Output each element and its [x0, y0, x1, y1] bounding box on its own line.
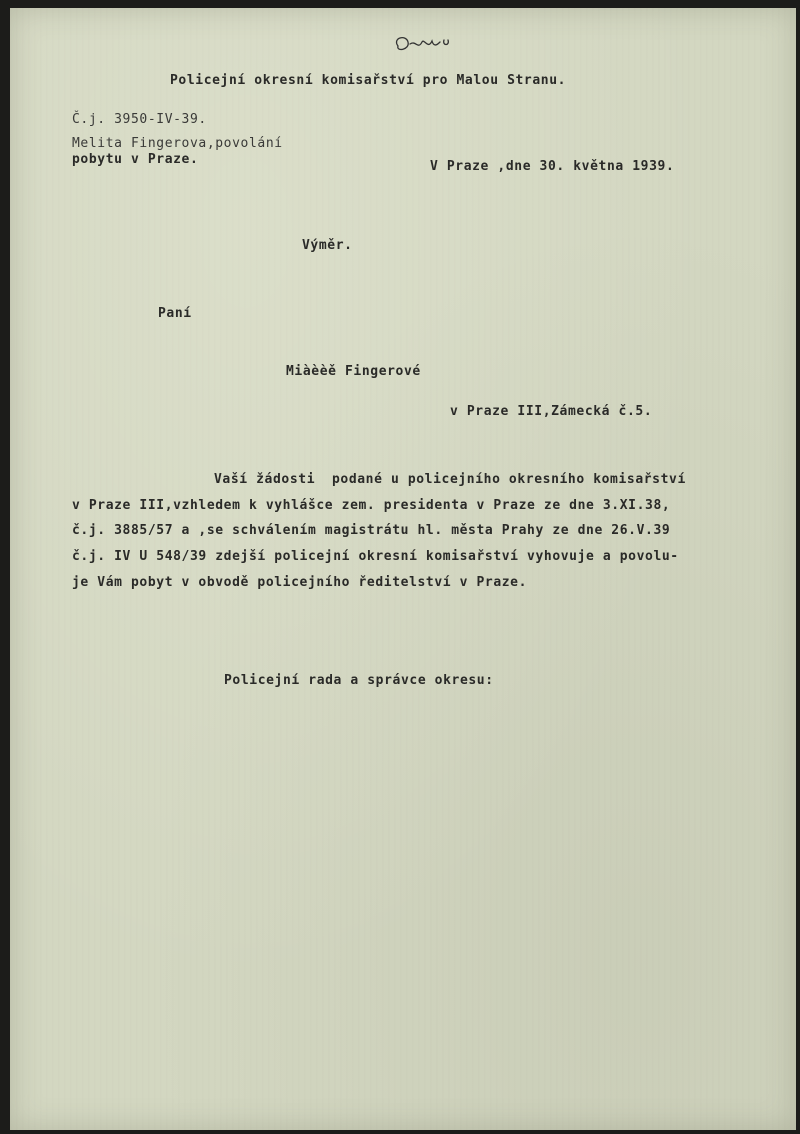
body-line-2: v Praze III,vzhledem k vyhlášce zem. presidenta v Praze ze dne 3.XI.38, — [72, 498, 671, 513]
authority-header: Policejní okresní komisařství pro Malou Stranu. — [170, 73, 567, 88]
salutation: Paní — [158, 306, 192, 321]
body-line-3: č.j. 3885/57 a ,se schválením magistrátu hl. města Prahy ze dne 26.V.39 — [72, 523, 671, 538]
body-line-4: č.j. IV U 548/39 zdejší policejní okresní komisařství vyhovuje a povolu- — [72, 549, 679, 564]
reference-number: Č.j. 3950-IV-39. — [72, 112, 207, 127]
recipient-name: Miàèèě Fingerové — [286, 364, 421, 379]
signature-line: Policejní rada a správce okresu: — [224, 673, 494, 688]
document-title: Výměr. — [302, 238, 353, 253]
body-line-1: Vaší žádosti podané u policejního okresního komisařství — [214, 472, 686, 487]
body-line-5: je Vám pobyt v obvodě policejního ředitelství v Praze. — [72, 575, 528, 590]
subject-line-2: pobytu v Praze. — [72, 152, 199, 167]
recipient-address: v Praze III,Zámecká č.5. — [450, 404, 653, 419]
document-page — [10, 8, 796, 1130]
handwritten-opis-note — [388, 32, 458, 58]
place-date: V Praze ,dne 30. května 1939. — [430, 159, 675, 174]
subject-line-1: Melita Fingerova,povolání — [72, 136, 283, 151]
